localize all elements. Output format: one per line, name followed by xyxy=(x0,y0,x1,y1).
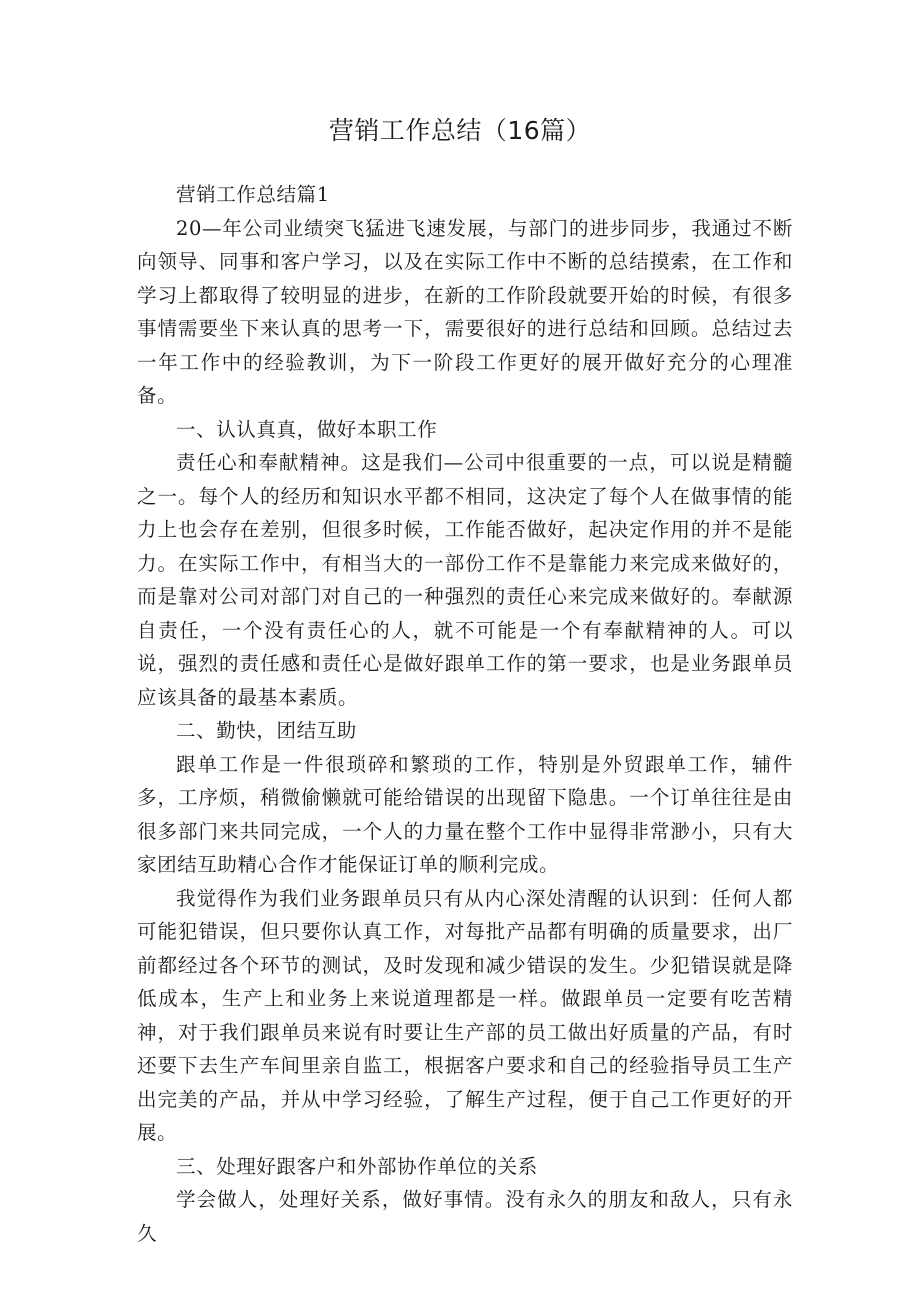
document-title: 营销工作总结（16篇） xyxy=(328,116,592,145)
section-heading: 三、处理好跟客户和外部协作单位的关系 xyxy=(176,1154,538,1178)
body-paragraph: 责任心和奉献精神。这是我们—公司中很重要的一点，可以说是精髓之一。每个人的经历和知识水平都不相同，这决定了每个人在做事情的能力上也会存在差别，但很多时候，工作能否做好，起决定作用的并不是能力。在实际工作中，有相当大的一部份工作不是靠能力来完成来做好的，而是靠对公司对部门对自己的一种强烈的责任心来完成来做好的。奉献源自责任，一个没有责任心的人，就不可能是一个有奉献精神的人。可以说，强烈的责任感和责任心是做好跟单工作的第一要求，也是业务跟单员应该具备的最基本素质。 xyxy=(137,451,793,709)
body-paragraph: 学会做人，处理好关系，做好事情。没有永久的朋友和敌人，只有永久 xyxy=(137,1188,793,1245)
document-body xyxy=(137,178,793,1250)
section-heading: 营销工作总结篇1 xyxy=(176,183,330,206)
section-heading: 一、认认真真，做好本职工作 xyxy=(176,417,438,441)
body-paragraph: 20—年公司业绩突飞猛进飞速发展，与部门的进步同步，我通过不断向领导、同事和客户学习，以及在实际工作中不断的总结摸索，在工作和学习上都取得了较明显的进步，在新的工作阶段就要开始的时候，有很多事情需要坐下来认真的思考一下，需要很好的进行总结和回顾。总结过去一年工作中的经验教训，为下一阶段工作更好的展开做好充分的心理准备。 xyxy=(137,216,793,407)
body-paragraph: 跟单工作是一件很琐碎和繁琐的工作，特别是外贸跟单工作，辅件多，工序烦，稍微偷懒就可能给错误的出现留下隐患。一个订单往往是由很多部门来共同完成，一个人的力量在整个工作中显得非常渺小，只有大家团结互助精心合作才能保证订单的顺利完成。 xyxy=(137,752,793,876)
section-heading: 二、勤快，团结互助 xyxy=(176,719,357,742)
body-paragraph: 我觉得作为我们业务跟单员只有从内心深处清醒的认识到：任何人都可能犯错误，但只要你认真工作，对每批产品都有明确的质量要求，出厂前都经过各个环节的测试，及时发现和减少错误的发生。少犯错误就是降低成本，生产上和业务上来说道理都是一样。做跟单员一定要有吃苦精神，对于我们跟单员来说有时要让生产部的员工做出好质量的产品，有时还要下去生产车间里亲自监工，根据客户要求和自己的经验指导员工生产出完美的产品，并从中学习经验，了解生产过程，便于自己工作更好的开展。 xyxy=(137,886,793,1144)
